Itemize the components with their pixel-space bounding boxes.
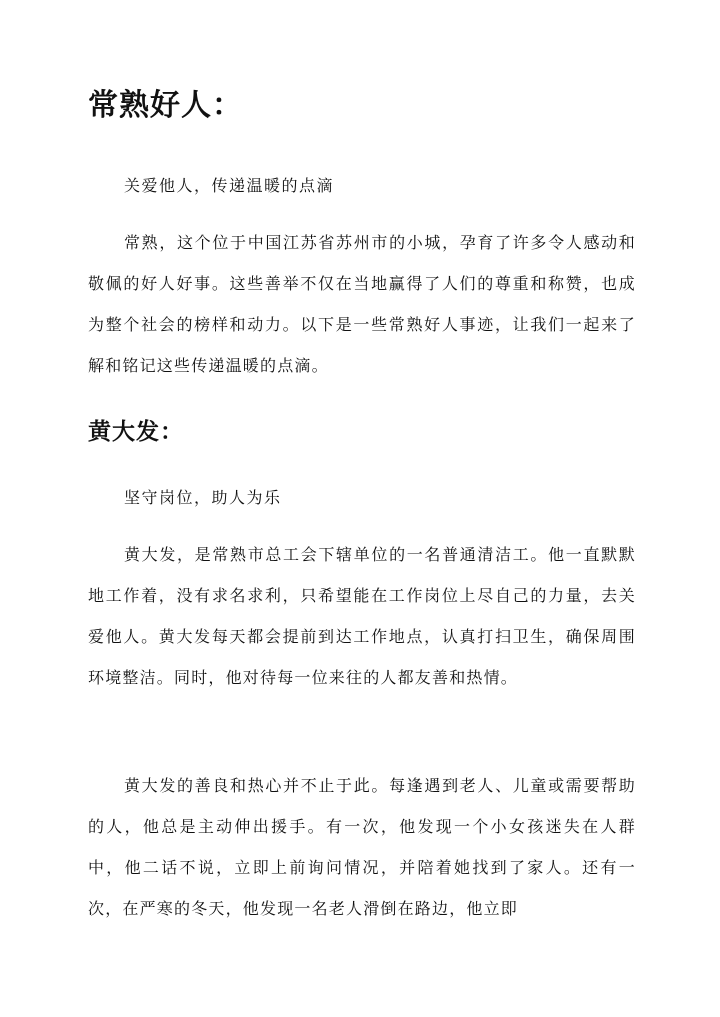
section-subtitle-huang-dafa: 坚守岗位，助人为乐 xyxy=(124,488,282,507)
huang-dafa-paragraph-2: 黄大发的善良和热心并不止于此。每逢遇到老人、儿童或需要帮助的人，他总是主动伸出援手。有一次，他发现一个小女孩迷失在人群中，他二话不说，立即上前询问情况，并陪着她找到了家人。还有一次，在严寒的冬天，他发现一名老人滑倒在路边，他立即 xyxy=(88,776,636,918)
document-title: 常熟好人： xyxy=(88,88,243,123)
section-heading-huang-dafa: 黄大发： xyxy=(88,418,184,445)
section-subtitle-intro: 关爱他人，传递温暖的点滴 xyxy=(124,176,335,195)
intro-paragraph: 常熟，这个位于中国江苏省苏州市的小城，孕育了许多令人感动和敬佩的好人好事。这些善举不仅在当地赢得了人们的尊重和称赞，也成为整个社会的榜样和动力。以下是一些常熟好人事迹，让我们一起来了解和铭记这些传递温暖的点滴。 xyxy=(88,233,636,375)
huang-dafa-paragraph-1: 黄大发，是常熟市总工会下辖单位的一名普通清洁工。他一直默默地工作着，没有求名求利，只希望能在工作岗位上尽自己的力量，去关爱他人。黄大发每天都会提前到达工作地点，认真打扫卫生，确保周围环境整洁。同时，他对待每一位来往的人都友善和热情。 xyxy=(88,545,636,687)
